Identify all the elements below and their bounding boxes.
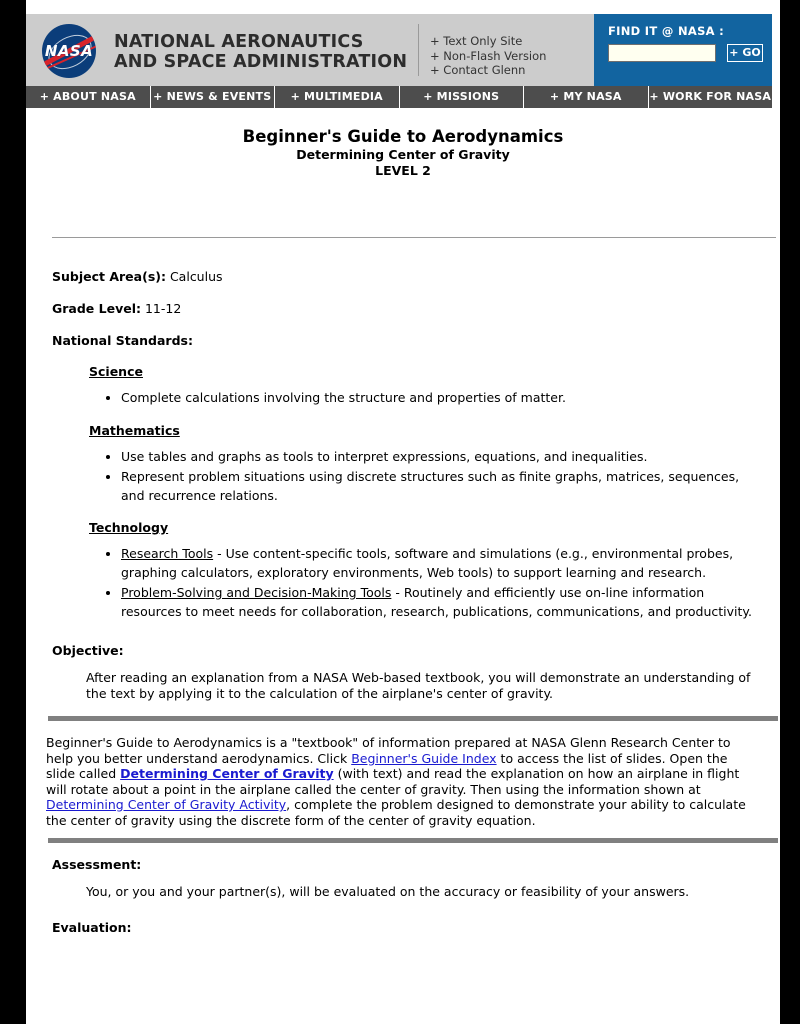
description-part3: (with text) and read the explanation on how an airplane in flight will rotate about a point in the airplane called the center of gravity. Then using the information shown at (46, 766, 740, 797)
national-standards-label: National Standards: (52, 333, 193, 348)
lesson-metadata (52, 268, 764, 349)
nav-item-multimedia[interactable]: + MULTIMEDIA (275, 86, 400, 108)
assessment-label: Assessment: (52, 857, 142, 872)
site-masthead (26, 14, 772, 86)
nasa-meatball-icon (42, 24, 96, 78)
quick-links (430, 34, 546, 78)
divider-description-top (48, 716, 778, 721)
agency-name (114, 32, 407, 72)
standards-list-mathematics (89, 448, 764, 506)
standard-text: - Routinely and efficiently use on-line information resources to meet needs for collaboration, research, publications, communications, and productivity. (121, 585, 753, 619)
assessment-text: You, or you and your partner(s), will be evaluated on the accuracy or feasibility of your answers. (86, 884, 690, 899)
standards-group-science (89, 364, 764, 408)
standard-text: - Use content-specific tools, software and simulations (e.g., environmental probes, graphing calculators, exploratory environments, Web tools) to support learning and research. (121, 546, 734, 580)
objective-label: Objective: (52, 643, 124, 658)
subject-area-value: Calculus (169, 269, 223, 284)
page-title: Beginner's Guide to Aerodynamics (242, 127, 564, 146)
find-it-label: FIND IT @ NASA : (608, 24, 725, 38)
nav-item-work-for-nasa[interactable]: + WORK FOR NASA (649, 90, 772, 103)
subject-area-row (52, 268, 764, 285)
agency-name-line1: NATIONAL AERONAUTICS (114, 32, 364, 52)
standard-text: Represent problem situations using discrete structures such as finite graphs, matrices, sequences, and recurrence relations. (121, 469, 740, 503)
standards-list-science (89, 389, 764, 408)
nasa-logo[interactable] (42, 24, 98, 80)
objective-text: After reading an explanation from a NASA Web-based textbook, you will demonstrate an understanding of the text by applying it to the calculation of the airplane's center of gravity. (86, 670, 751, 701)
masthead-divider (418, 24, 419, 76)
description-part4: , complete the problem designed to demonstrate your ability to calculate the center of gravity using the discrete form of the center of gravity equation. (46, 797, 746, 828)
primary-navigation (26, 86, 772, 108)
grade-level-label: Grade Level: (52, 301, 141, 316)
quick-link-non-flash[interactable]: + Non-Flash Version (430, 48, 547, 63)
standard-term: Research Tools (121, 546, 214, 561)
nav-item-news-events[interactable]: + NEWS & EVENTS (151, 86, 276, 108)
evaluation-label: Evaluation: (52, 920, 132, 935)
standards-group-mathematics (89, 423, 764, 506)
grade-level-row (52, 300, 764, 317)
list-item (121, 545, 764, 582)
nav-item-about-nasa[interactable]: + ABOUT NASA (26, 86, 151, 108)
standard-term: Problem-Solving and Decision-Making Tools (121, 585, 392, 600)
page-subtitle: Determining Center of Gravity (296, 147, 510, 162)
nasa-wordmark: NASA (44, 42, 94, 60)
page-level: LEVEL 2 (375, 163, 431, 178)
document-body (26, 126, 780, 935)
search-input[interactable] (608, 44, 716, 62)
link-beginners-guide-index[interactable]: Beginner's Guide Index (351, 750, 497, 766)
page-title-block (42, 126, 764, 179)
description-part1: Beginner's Guide to Aerodynamics is a "textbook" of information prepared at NASA Glenn Research Center to help you better understand aerodynamics. Click (46, 735, 731, 766)
standards-list-technology (89, 545, 764, 621)
standard-text: Complete calculations involving the structure and properties of matter. (121, 390, 566, 405)
description-part2: to access the list of slides. Open the slide called (46, 750, 728, 781)
standards-title-science: Science (89, 364, 143, 379)
list-item (121, 389, 764, 408)
list-item (121, 584, 764, 621)
standards-title-technology: Technology (89, 520, 169, 535)
standards-group-technology (89, 520, 764, 621)
link-determining-center-of-gravity[interactable]: Determining Center of Gravity (120, 766, 334, 781)
link-determining-center-of-gravity-activity[interactable]: Determining Center of Gravity Activity (46, 797, 287, 812)
divider-top (52, 237, 776, 238)
nav-item-my-nasa[interactable]: + MY NASA (524, 86, 649, 108)
agency-name-line2: AND SPACE ADMINISTRATION (114, 52, 408, 72)
grade-level-value: 11-12 (144, 301, 182, 316)
standards-title-mathematics: Mathematics (89, 422, 180, 438)
quick-link-contact-glenn[interactable]: + Contact Glenn (430, 63, 526, 77)
standard-text: Use tables and graphs as tools to interpret expressions, equations, and inequalities. (121, 448, 648, 464)
description-paragraph (46, 735, 760, 828)
national-standards-row (52, 332, 764, 349)
quick-link-text-only[interactable]: + Text Only Site (430, 34, 523, 48)
find-it-panel (594, 14, 772, 86)
list-item (121, 448, 764, 467)
list-item (121, 468, 764, 505)
nav-item-missions[interactable]: + MISSIONS (400, 86, 525, 108)
search-go-button[interactable]: + GO (727, 44, 763, 62)
page-sheet (26, 0, 780, 1024)
subject-area-label: Subject Area(s): (52, 269, 166, 284)
